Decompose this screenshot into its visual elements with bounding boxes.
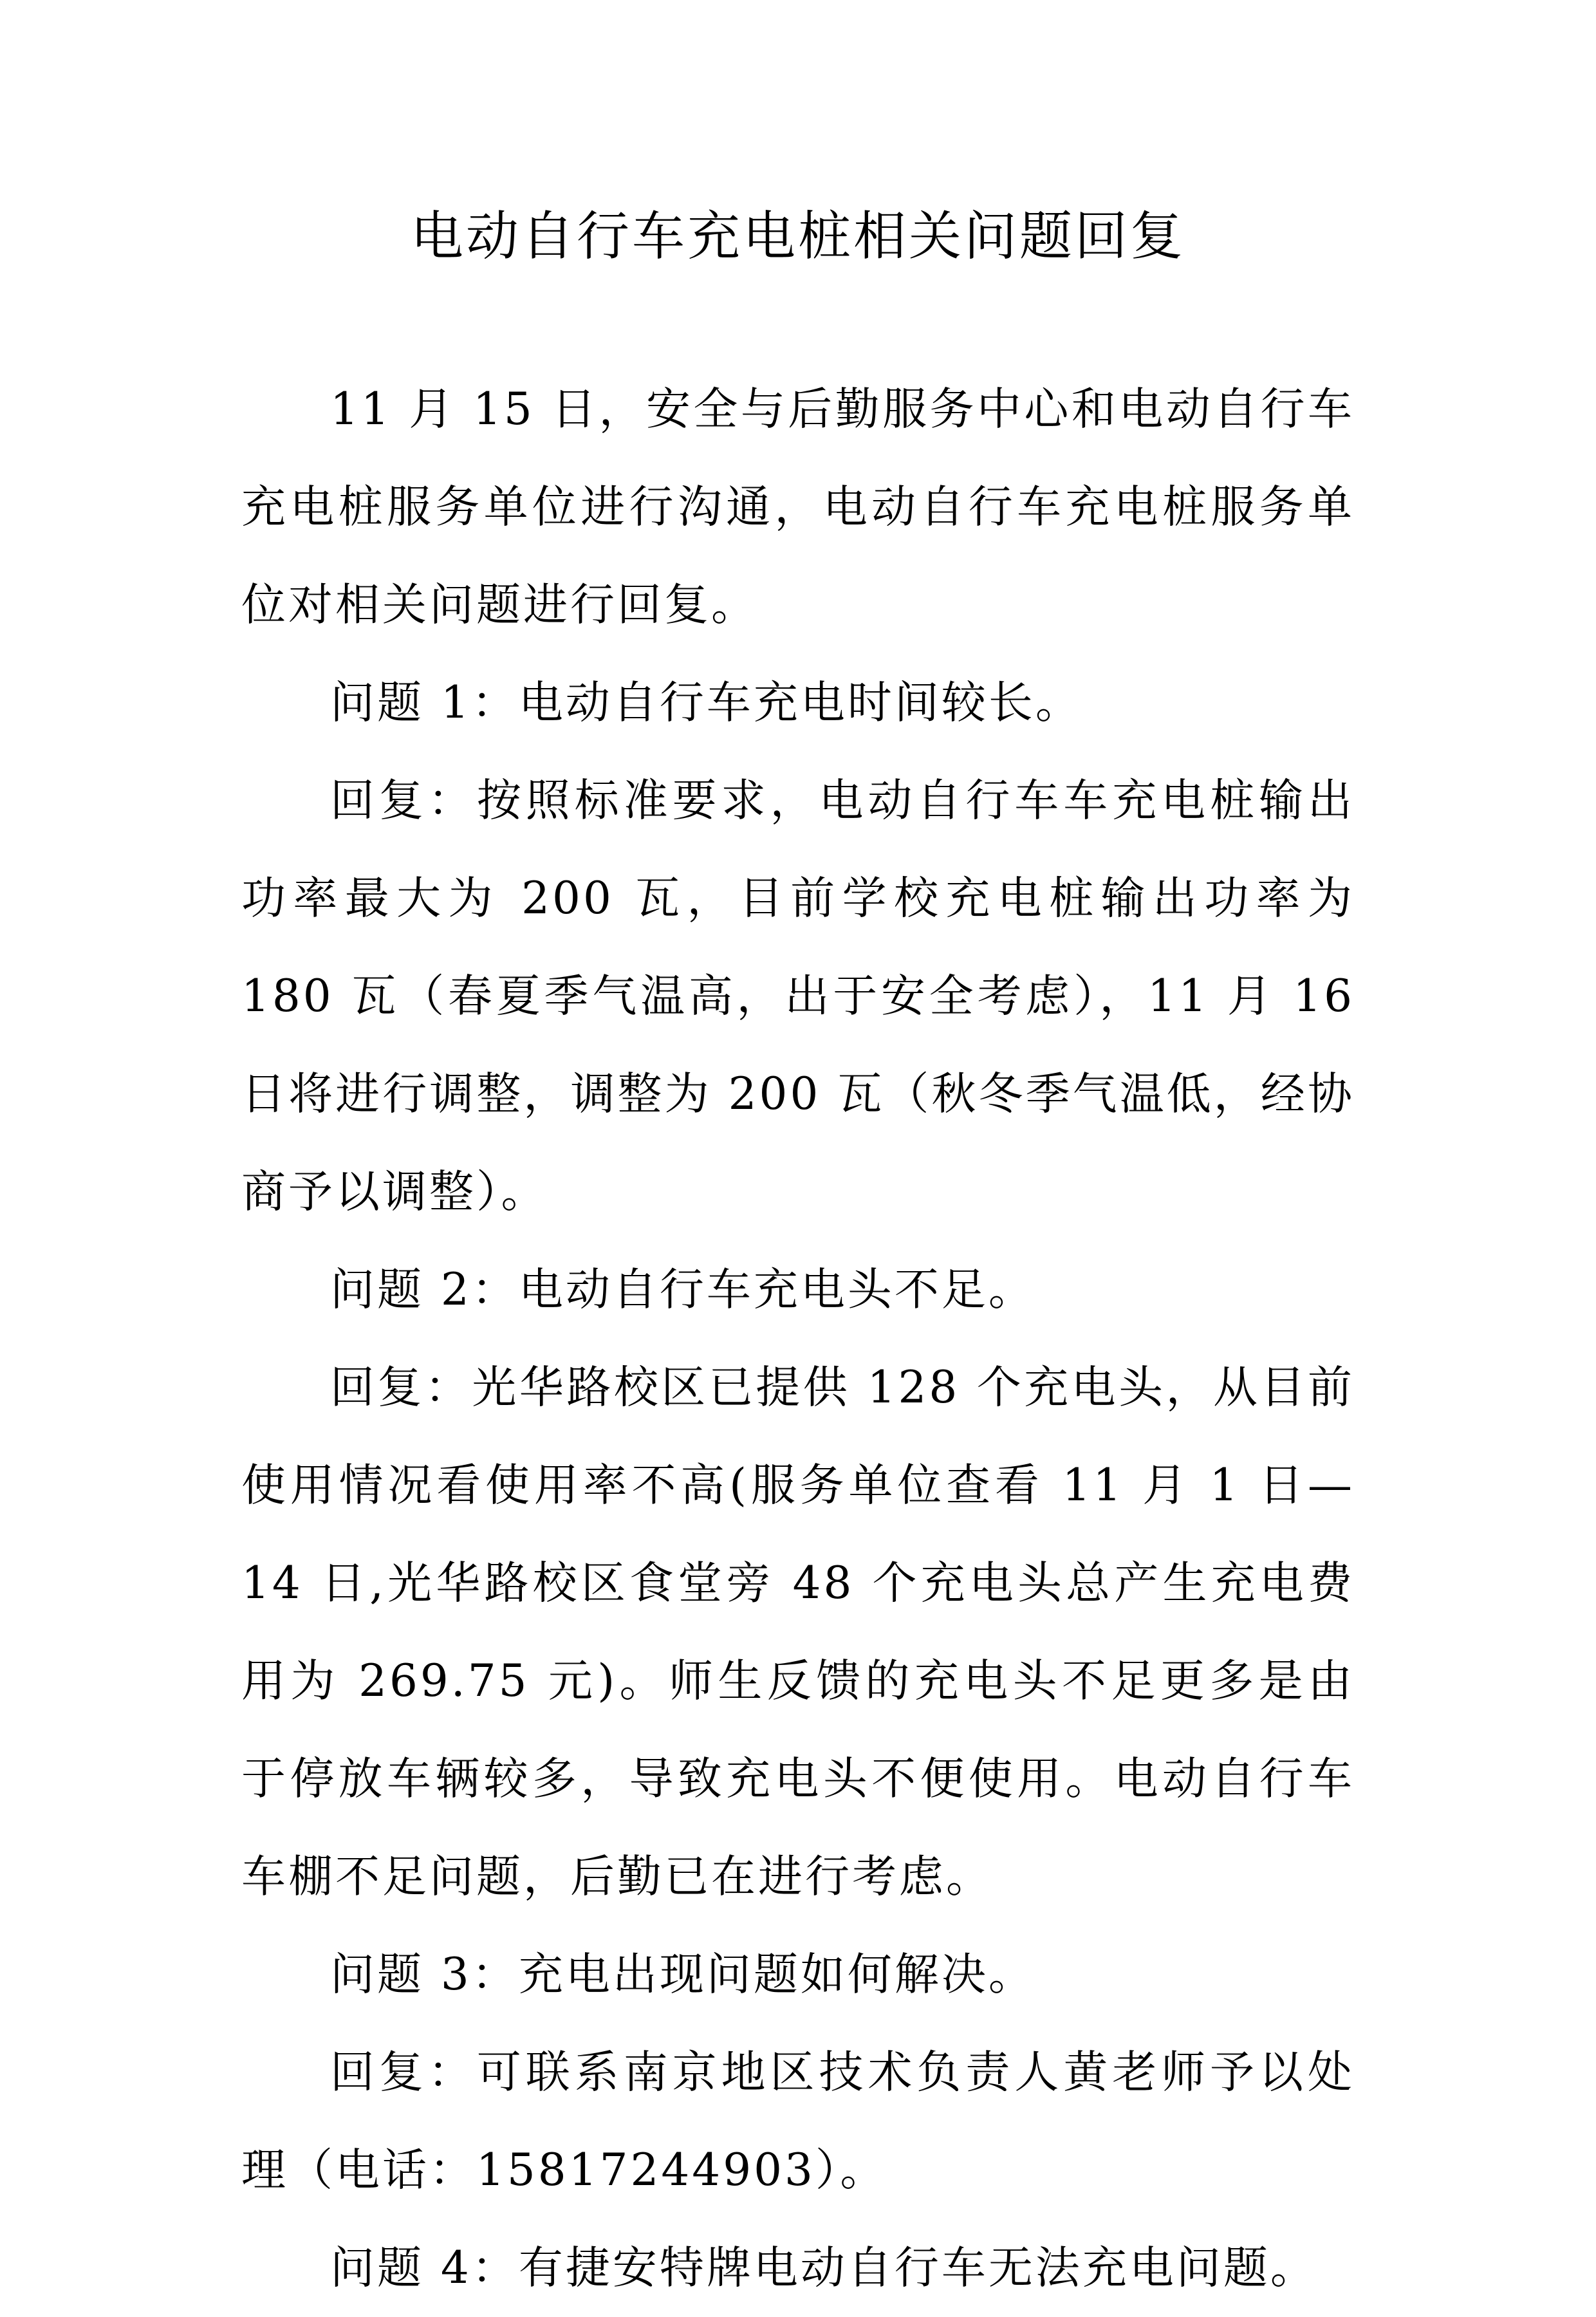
question-4: 问题 4：有捷安特牌电动自行车无法充电问题。 [330,2242,1317,2294]
document-body [241,360,1355,2317]
answer-3: 回复：可联系南京地区技术负责人黄老师予以处理（电话：15817244903）。 [241,2047,1355,2196]
document-page [241,0,1355,2294]
answer-1: 回复：按照标准要求，电动自行车车充电桩输出功率最大为 200 瓦，目前学校充电桩输出功率为 180 瓦（春夏季气温高，出于安全考虑），11 月 16 日将进行调整，调整为 200 瓦（秋冬季气温低，经协商予以调整）。 [241,775,1355,1218]
question-1: 问题 1：电动自行车充电时间较长。 [330,677,1082,729]
question-3: 问题 3：充电出现问题如何解决。 [330,1949,1035,2000]
question-2: 问题 2：电动自行车充电头不足。 [330,1264,1035,1316]
intro-paragraph: 11 月 15 日，安全与后勤服务中心和电动自行车充电桩服务单位进行沟通，电动自行车充电桩服务单位对相关问题进行回复。 [241,384,1355,631]
answer-2: 回复：光华路校区已提供 128 个充电头，从目前使用情况看使用率不高(服务单位查看 11 月 1 日—14 日,光华路校区食堂旁 48 个充电头总产生充电费用为 269.75 元)。师生反馈的充电头不足更多是由于停放车辆较多，导致充电头不便使用。电动自行车车棚不足问题，后勤已在进行考虑。 [241,1362,1355,1903]
document-title: 电动自行车充电桩相关问题回复 [410,206,1185,267]
